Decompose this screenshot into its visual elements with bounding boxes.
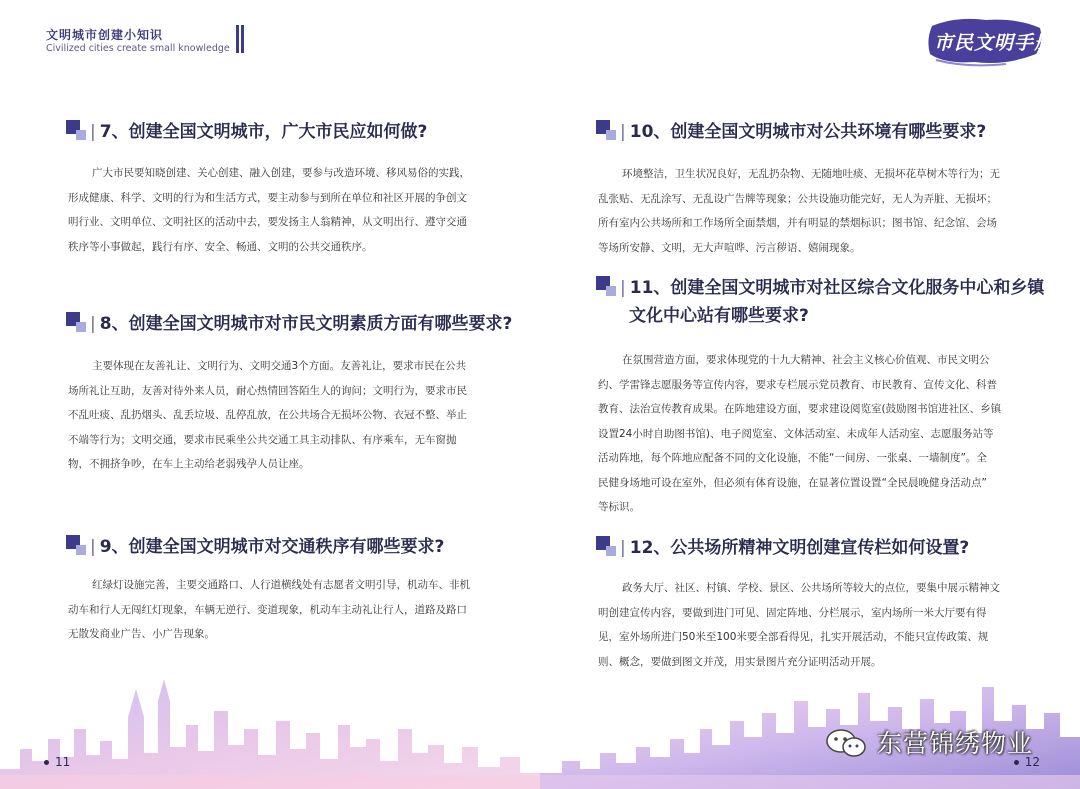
- header-subtitle: Civilized cities create small knowledge: [46, 43, 230, 54]
- body-line: 设置24小时自助图书馆)、电子阅览室、文体活动室、未成年人活动室、志愿服务站等: [598, 427, 994, 440]
- body-line: 等场所安静、文明，无大声喧哗、污言秽语、嬉闹现象。: [598, 241, 861, 254]
- body-line: 民健身场地可设在室外，但必须有体育设施，在显著位置设置“全民晨晚健身活动点”: [598, 476, 987, 489]
- question-body: [598, 348, 1014, 520]
- question-title: | 11、创建全国文明城市对社区综合文化服务中心和乡镇: [620, 278, 1045, 298]
- brand-text: 市民文明手册: [934, 32, 1055, 54]
- city-skyline-illustration: [540, 629, 1080, 789]
- city-skyline-illustration: [0, 629, 540, 789]
- body-line: 场所礼让互助，友善对待外来人员，耐心热情回答陌生人的询问；文明行为，要求市民: [68, 384, 467, 397]
- question-body: [68, 161, 484, 259]
- question-body: [68, 354, 484, 477]
- body-line: 形成健康、科学、文明的行为和生活方式，要主动参与到所在单位和社区开展的争创文: [68, 191, 467, 204]
- square-bullet-icon: [66, 312, 88, 334]
- body-line: 物，不拥挤争吵，在车上主动给老弱残孕人员让座。: [68, 458, 310, 470]
- body-line: 教育、法治宣传教育成果。在阵地建设方面，要求建设阅览室(鼓励图书馆进社区、乡镇: [598, 403, 1002, 415]
- question-title-line2: 文化中心站有哪些要求?: [629, 306, 809, 326]
- body-line: 所有室内公共场所和工作场所全面禁烟，并有明显的禁烟标识；图书馆、纪念馆、会场: [598, 217, 997, 229]
- body-line: 广大市民要知晓创建、关心创建、融入创建，要参与改造环境、移风易俗的实践，: [92, 167, 470, 179]
- page-number: 11: [38, 755, 70, 769]
- header-bars-icon: [236, 25, 245, 53]
- square-bullet-icon: [66, 535, 88, 557]
- question-title: | 8、创建全国文明城市对市民文明素质方面有哪些要求?: [90, 314, 513, 334]
- body-line: 主要体现在友善礼让、文明行为、文明交通3个方面。友善礼让，要求市民在公共: [92, 360, 467, 372]
- question-body: [598, 162, 1014, 260]
- body-line: 不端等行为；文明交通，要求市民乘坐公共交通工具主动排队、有序乘车，无车窗抛: [68, 433, 457, 446]
- body-line: 不乱吐痰、乱扔烟头、乱丢垃圾、乱停乱放，在公共场合无损坏公物、衣冠不整、举止: [68, 409, 467, 421]
- body-line: 见，室外场所进门50米至100米要全部看得见，扎实开展活动，不能只宣传政策、规: [598, 631, 989, 643]
- square-bullet-icon: [596, 536, 618, 558]
- square-bullet-icon: [66, 120, 88, 142]
- wechat-icon: [825, 728, 867, 758]
- body-line: 等标识。: [598, 501, 640, 513]
- body-line: 动车和行人无闯红灯现象，车辆无逆行、变道现象，机动车主动礼让行人，道路及路口: [68, 603, 467, 616]
- brand-logo: [926, 14, 1055, 68]
- watermark-text: 东营锦绣物业: [877, 729, 1034, 758]
- body-line: 政务大厅、社区、村镇、学校、景区、公共场所等较大的点位，要集中展示精神文: [622, 582, 1000, 594]
- header-title: 文明城市创建小知识: [46, 28, 164, 42]
- question-title: | 9、创建全国文明城市对交通秩序有哪些要求?: [90, 537, 445, 557]
- square-bullet-icon: [596, 276, 618, 298]
- body-line: 则、概念，要做到图文并茂，用实景图片充分证明活动开展。: [598, 655, 882, 668]
- question-title: | 7、创建全国文明城市，广大市民应如何做?: [90, 122, 428, 142]
- body-line: 乱张贴、无乱涂写、无乱设广告牌等现象；公共设施功能完好，无人为弄脏、无损坏；: [598, 192, 997, 205]
- body-line: 秩序等小事做起，践行有序、安全、畅通、文明的公共交通秩序。: [68, 240, 373, 253]
- body-line: 环境整洁，卫生状况良好，无乱扔杂物、无随地吐痰、无损坏花草树木等行为；无: [622, 168, 1000, 180]
- watermark: [825, 722, 1055, 762]
- page-dot-icon: [44, 760, 49, 765]
- body-line: 明行业、文明单位、文明社区的活动中去，要发扬主人翁精神，从文明出行、遵守交通: [68, 216, 467, 228]
- question-title: | 12、公共场所精神文明创建宣传栏如何设置?: [620, 538, 970, 558]
- question-title: | 10、创建全国文明城市对公共环境有哪些要求?: [620, 122, 987, 142]
- body-line: 在氛围营造方面，要求体现党的十九大精神、社会主义核心价值观、市民文明公: [622, 354, 990, 366]
- square-bullet-icon: [596, 120, 618, 142]
- body-line: 约、学雷锋志愿服务等宣传内容，要求专栏展示党员教育、市民教育、宣传文化、科普: [598, 378, 997, 391]
- body-line: 活动阵地，每个阵地应配备不同的文化设施，不能“一间房、一张桌、一墙制度”。全: [598, 452, 987, 464]
- body-line: 红绿灯设施完善，主要交通路口、人行道横线处有志愿者文明引导，机动车、非机: [92, 579, 470, 591]
- body-line: 明创建宣传内容，要做到进门可见、固定阵地、分栏展示，室内场所一米大厅要有得: [598, 606, 987, 619]
- right-page: [540, 0, 1080, 789]
- body-line: 无散发商业广告、小广告现象。: [68, 628, 215, 640]
- page-number: 12: [1008, 755, 1040, 769]
